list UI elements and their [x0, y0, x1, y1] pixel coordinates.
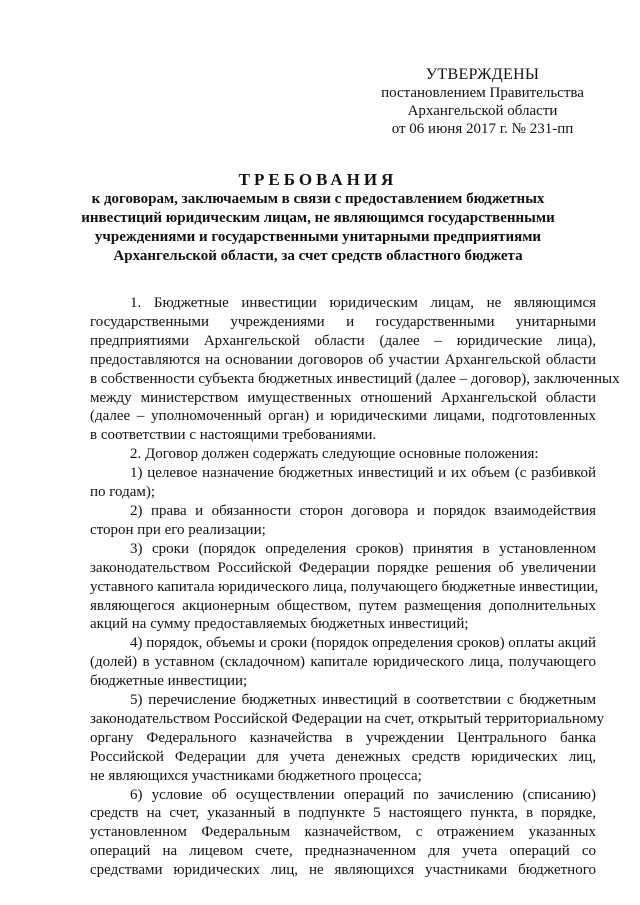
- subtitle-line: к договорам, заключаемым в связи с предоставлением бюджетных: [91, 191, 545, 207]
- approval-line: постановлением Правительства: [381, 85, 584, 101]
- item-5-line: 5) перечисление бюджетных инвестиций в соответствии с бюджетным: [130, 692, 596, 709]
- subtitle-line: Архангельской области, за счет средств областного бюджета: [113, 248, 523, 264]
- item-3-line: являющегося акционерным обществом, путем размещения дополнительных: [90, 597, 596, 614]
- paragraph-1-line: (далее – уполномоченный орган) и юридическими лицами, подготовленных: [90, 408, 596, 425]
- paragraph-1-line: в соответствии с настоящими требованиями.: [90, 427, 377, 444]
- paragraph-1-line: в собственности субъекта бюджетных инвестиций (далее – договор), заключенных: [90, 370, 620, 387]
- document-body: [90, 294, 620, 880]
- subtitle-line: инвестиций юридическим лицам, не являющимся государственными: [81, 210, 555, 226]
- item-6-line: установленном Федеральным казначейством, с отражением указанных: [90, 824, 596, 841]
- approval-line: Архангельской области: [407, 103, 558, 119]
- subtitle-line: учреждениями и государственными унитарными предприятиями: [94, 229, 542, 245]
- item-2-line: сторон при его реализации;: [90, 521, 266, 538]
- paragraph-1-line: предоставляются на основании договоров об участии Архангельской области: [90, 351, 596, 368]
- item-3-line: акций на сумму предоставляемых бюджетных инвестиций;: [90, 616, 469, 633]
- item-6-line: операций на лицевом счете, предназначенном для учета операций со: [90, 843, 596, 860]
- item-6-line: средствами юридических лиц, не являющихся участниками бюджетного: [90, 862, 596, 879]
- paragraph-2-line: 2. Договор должен содержать следующие основные положения:: [130, 446, 539, 463]
- paragraph-1-line: между министерством имущественных отношений Архангельской области: [90, 389, 596, 406]
- item-3-line: 3) сроки (порядок определения сроков) принятия в установленном: [130, 540, 596, 557]
- approval-title: УТВЕРЖДЕНЫ: [425, 66, 540, 83]
- item-5-line: не являющихся участниками бюджетного процесса;: [90, 767, 422, 784]
- approval-block: [360, 66, 605, 138]
- item-3-line: законодательством Российской Федерации порядке решения об увеличении: [90, 559, 596, 576]
- document-title: ТРЕБОВАНИЯ: [238, 170, 398, 189]
- item-4-line: 4) порядок, объемы и сроки (порядок определения сроков) оплаты акций: [130, 635, 597, 652]
- paragraph-1-line: государственными учреждениями и государственными унитарными: [90, 313, 596, 330]
- item-1-line: 1) целевое назначение бюджетных инвестиций и их объем (с разбивкой: [130, 465, 596, 482]
- document-subtitle: [72, 190, 564, 266]
- item-4-line: бюджетные инвестиции;: [90, 673, 248, 690]
- item-5-line: законодательством Российской Федерации на счет, открытый территориальному: [90, 710, 605, 727]
- item-5-line: органу Федерального казначейства в учреждении Центрального банка: [90, 729, 596, 746]
- item-6-line: средств на счет, указанный в подпункте 5 настоящего пункта, в порядке,: [90, 805, 596, 822]
- item-1-line: по годам);: [90, 484, 156, 501]
- item-6-line: 6) условие об осуществлении операций по зачислению (списанию): [130, 786, 596, 803]
- item-3-line: уставного капитала юридического лица, получающего бюджетные инвестиции,: [90, 578, 599, 595]
- approval-date-number: от 06 июня 2017 г. № 231-пп: [391, 121, 574, 137]
- item-2-line: 2) права и обязанности сторон договора и порядок взаимодействия: [130, 502, 596, 519]
- paragraph-1-line: 1. Бюджетные инвестиции юридическим лицам, не являющимся: [130, 295, 596, 311]
- item-4-line: (долей) в уставном (складочном) капитале юридического лица, получающего: [90, 654, 596, 671]
- item-5-line: Российской Федерации для учета денежных средств юридических лиц,: [90, 748, 596, 765]
- paragraph-1-line: предприятиями Архангельской области (далее – юридические лица),: [90, 332, 596, 349]
